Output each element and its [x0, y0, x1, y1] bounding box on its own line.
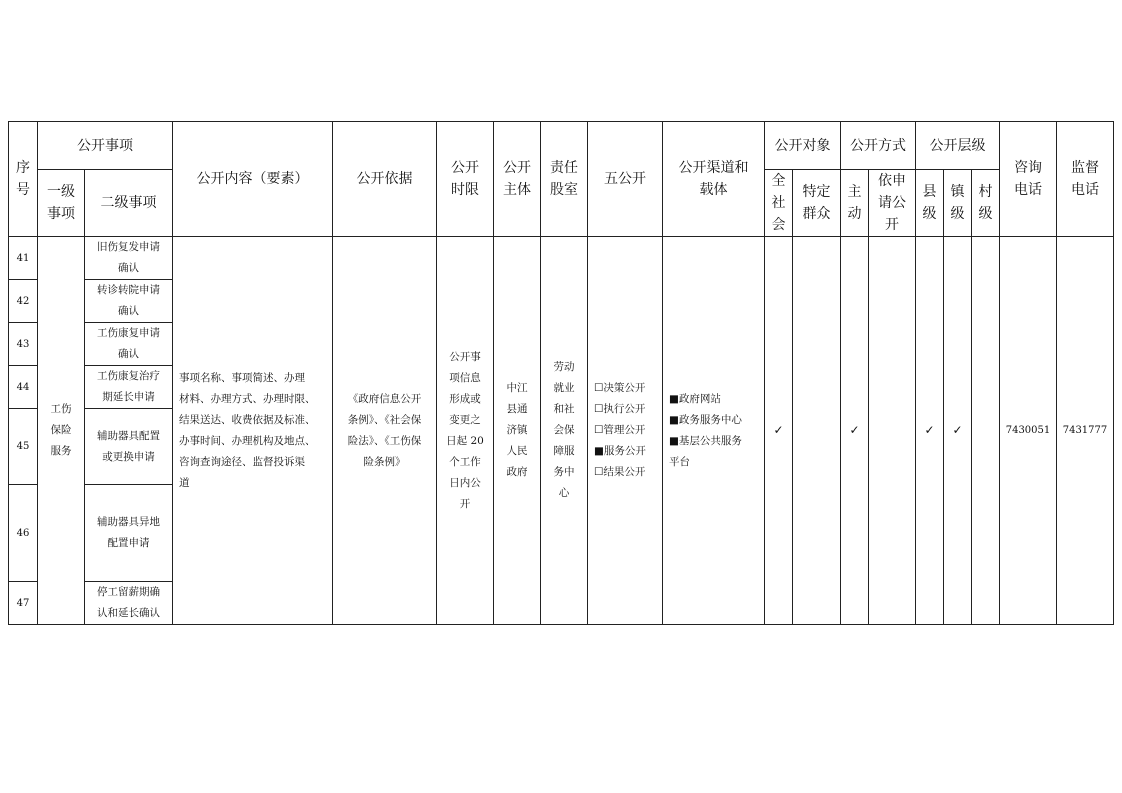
level1-item-cell: 工伤 保险 服务 [38, 237, 85, 625]
header-consult: 咨询 电话 [1000, 122, 1057, 237]
level2-item-cell: 工伤康复治疗 期延长申请 [85, 366, 173, 409]
checkbox-result: ☐结果公开 [594, 466, 646, 478]
header-level: 公开层级 [916, 122, 1000, 170]
header-row-1 [9, 122, 1114, 170]
row-number: 47 [9, 582, 38, 625]
header-level-county: 县 级 [916, 170, 944, 237]
header-basis: 公开依据 [333, 122, 437, 237]
content-cell: 事项名称、事项简述、办理 材料、办理方式、办理时限、 结果送达、收费依据及标准、 办事时间、办理机构及地点、 咨询查询途径、监督投诉渠 道 [173, 237, 333, 625]
header-target: 公开对象 [765, 122, 841, 170]
level2-item-cell: 工伤康复申请 确认 [85, 323, 173, 366]
target-specific-cell [793, 237, 841, 625]
row-number: 43 [9, 323, 38, 366]
header-supervise: 监督 电话 [1057, 122, 1114, 237]
header-level-village: 村 级 [972, 170, 1000, 237]
header-target-specific: 特定 群众 [793, 170, 841, 237]
row-number: 45 [9, 409, 38, 485]
checkbox-decision: ☐决策公开 [594, 382, 646, 394]
header-level-town: 镇 级 [944, 170, 972, 237]
checkbox-management: ☐管理公开 [594, 424, 646, 436]
level2-item-cell: 辅助器具异地 配置申请 [85, 485, 173, 582]
header-seq: 序 号 [9, 122, 38, 237]
checkbox-service: ■服务公开 [594, 445, 646, 457]
row-number: 46 [9, 485, 38, 582]
row-number: 42 [9, 280, 38, 323]
channel-cell: ■政府网站 ■政务服务中心 ■基层公共服务 平台 [663, 237, 765, 625]
header-subject: 公开 主体 [494, 122, 541, 237]
table-row [9, 237, 1114, 280]
header-mode: 公开方式 [841, 122, 916, 170]
header-channel: 公开渠道和 载体 [663, 122, 765, 237]
header-level1: 一级 事项 [38, 170, 85, 237]
mode-active-check-icon: ✓ [841, 237, 869, 625]
table-wrapper [8, 121, 1114, 625]
header-mode-request: 依申 请公 开 [869, 170, 916, 237]
level2-item-cell: 停工留薪期确 认和延长确认 [85, 582, 173, 625]
header-matter: 公开事项 [38, 122, 173, 170]
level2-item-cell: 辅助器具配置 或更换申请 [85, 409, 173, 485]
level-county-check-icon: ✓ [916, 237, 944, 625]
row-number: 41 [9, 237, 38, 280]
row-number: 44 [9, 366, 38, 409]
subject-cell: 中江 县通 济镇 人民 政府 [494, 237, 541, 625]
header-target-all: 全 社 会 [765, 170, 793, 237]
target-all-check-icon: ✓ [765, 237, 793, 625]
level-town-check-icon: ✓ [944, 237, 972, 625]
header-five-open: 五公开 [588, 122, 663, 237]
five-open-cell [588, 237, 663, 625]
header-level2: 二级事项 [85, 170, 173, 237]
mode-request-cell [869, 237, 916, 625]
checkbox-execution: ☐执行公开 [594, 403, 646, 415]
supervise-phone: 7431777 [1057, 237, 1114, 625]
time-limit-cell: 公开事 项信息 形成或 变更之 日起 20 个工作 日内公 开 [437, 237, 494, 625]
header-time-limit: 公开 时限 [437, 122, 494, 237]
disclosure-table [8, 121, 1114, 625]
level-village-cell [972, 237, 1000, 625]
level2-item-cell: 旧伤复发申请 确认 [85, 237, 173, 280]
header-content: 公开内容（要素） [173, 122, 333, 237]
header-office: 责任 股室 [541, 122, 588, 237]
basis-cell: 《政府信息公开 条例》、《社会保 险法》、《工伤保 险条例》 [333, 237, 437, 625]
level2-item-cell: 转诊转院申请 确认 [85, 280, 173, 323]
office-cell: 劳动 就业 和社 会保 障服 务中 心 [541, 237, 588, 625]
consult-phone: 7430051 [1000, 237, 1057, 625]
header-mode-active: 主 动 [841, 170, 869, 237]
